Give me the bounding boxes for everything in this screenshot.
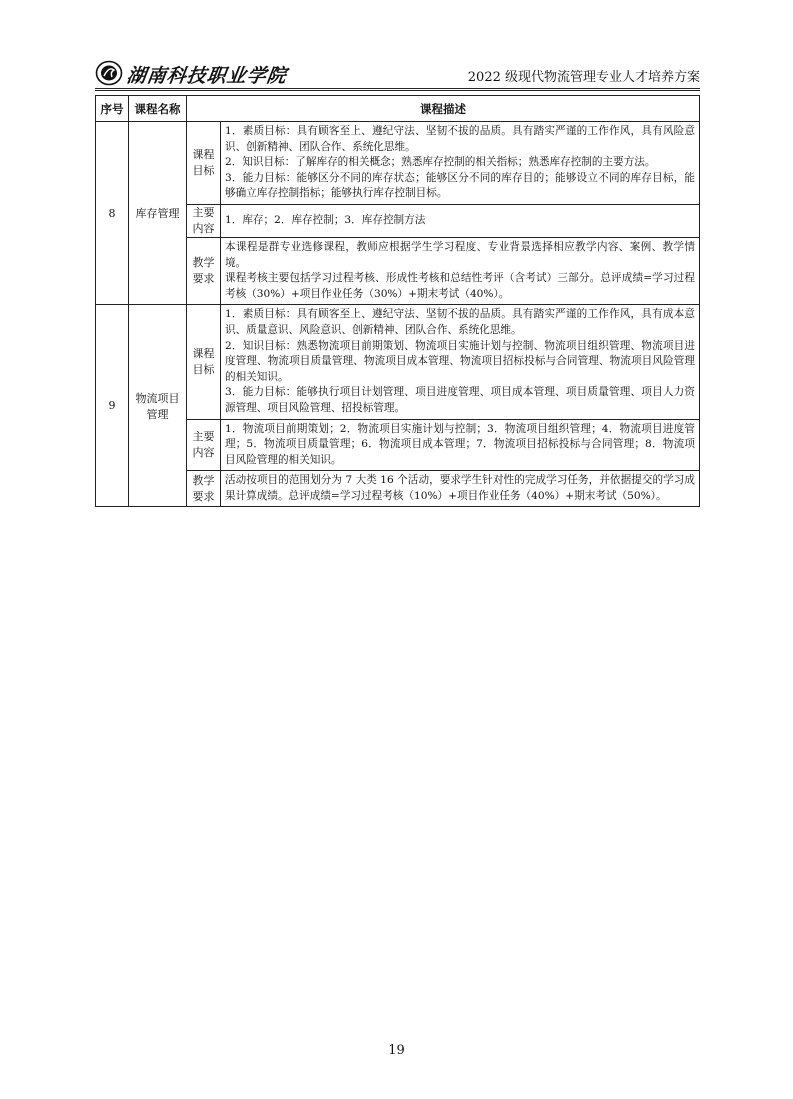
desc-line: 1．物流项目前期策划；2．物流项目实施计划与控制；3．物流项目组织管理；4．物流项目进度管理；5．物流项目质量管理；6．物流项目成本管理；7．物流项目招标投标与合同管理；8．物流项目风险管理的相关知识。 [225,422,695,466]
header-divider-secondary [95,90,700,91]
section-content [221,305,700,419]
section-content [221,204,700,237]
column-header-name: 课程名称 [129,96,187,122]
desc-line: 2．知识目标：熟悉物流项目前期策划、物流项目实施计划与控制、物流项目组织管理、物流项目进度管理、物流项目质量管理、物流项目成本管理、物流项目招标投标与合同管理、物流项目风险管理的相关知识。 [225,339,695,383]
column-header-desc: 课程描述 [187,96,700,122]
table-row [96,305,700,419]
table-row [96,419,700,471]
section-content [221,237,700,304]
table-row [96,122,700,205]
school-logo [95,58,289,88]
section-label: 教学 要求 [187,471,221,507]
table-row [96,237,700,304]
document-title: 2022 级现代物流管理专业人才培养方案 [467,70,700,85]
school-emblem-icon [95,60,123,86]
desc-line: 1．素质目标：具有顾客至上、遵纪守法、坚韧不拔的品质。具有踏实严谨的工作作风，具有风险意识、创新精神、团队合作、系统化思维。 [225,125,695,153]
table-row [96,204,700,237]
course-number: 9 [96,305,129,507]
school-name: 湖南科技职业学院 [125,65,289,87]
desc-line: 1．素质目标：具有顾客至上、遵纪守法、坚韧不拔的品质。具有踏实严谨的工作作风，具有成本意识、质量意识、风险意识、创新精神、团队合作、系统化思维。 [225,308,695,336]
desc-line: 3．能力目标：能够区分不同的库存状态；能够区分不同的库存目的；能够设立不同的库存目标，能够确立库存控制指标；能够执行库存控制目标。 [225,171,695,200]
course-name: 物流项目 管理 [129,305,187,507]
section-label: 课程 目标 [187,122,221,205]
section-content [221,471,700,507]
section-content [221,419,700,471]
table-row [96,471,700,507]
course-number: 8 [96,122,129,305]
page-number: 19 [388,1043,405,1058]
desc-line: 本课程是群专业选修课程，教师应根据学生学习程度、专业背景选择相应教学内容、案例、教学情境。 [225,240,695,269]
page-header [95,58,700,88]
course-name: 库存管理 [129,122,187,305]
column-header-no: 序号 [96,96,129,122]
section-label: 主要 内容 [187,204,221,237]
section-label: 教学 要求 [187,237,221,304]
desc-line: 1．库存；2．库存控制；3．库存控制方法 [225,214,426,227]
section-content [221,122,700,205]
header-divider [95,88,700,89]
section-label: 主要 内容 [187,419,221,471]
course-description-table [95,95,700,507]
desc-line: 课程考核主要包括学习过程考核、形成性考核和总结性考评（含考试）三部分。总评成绩=学习过程考核（30%）+项目作业任务（30%）+期末考试（40%）。 [225,272,695,300]
table-header-row [96,96,700,122]
section-label: 课程 目标 [187,305,221,419]
desc-line: 活动按项目的范围划分为 7 大类 16 个活动，要求学生针对性的完成学习任务，并依据提交的学习成果计算成绩。总评成绩=学习过程考核（10%）+项目作业任务（40%）+期末考试（50%）。 [225,474,695,502]
desc-line: 3．能力目标：能够执行项目计划管理、项目进度管理、项目成本管理、项目质量管理、项目人力资源管理、项目风险管理、招投标管理。 [225,386,695,414]
desc-line: 2．知识目标：了解库存的相关概念；熟悉库存控制的相关指标；熟悉库存控制的主要方法。 [225,156,656,169]
